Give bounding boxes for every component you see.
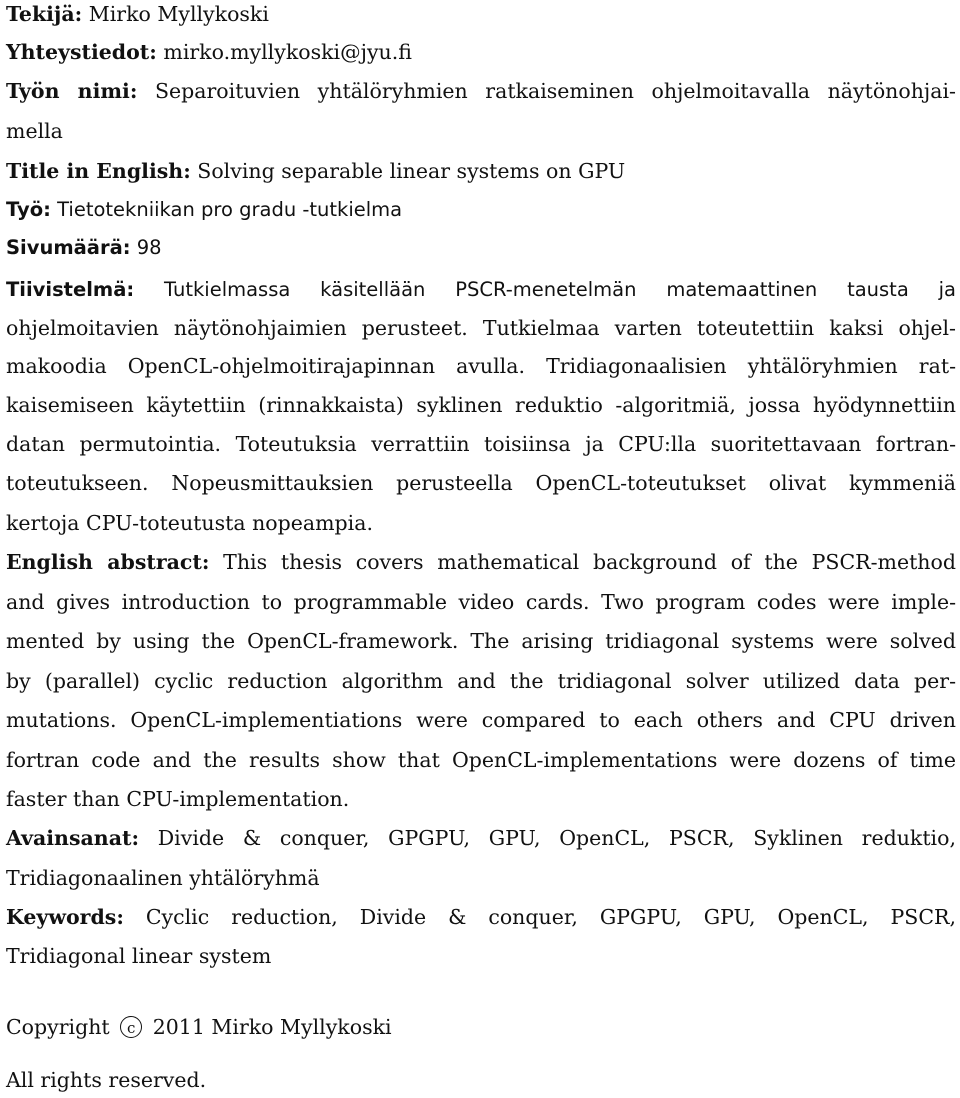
abstract-en-line-1 bbox=[6, 548, 956, 576]
contact-line bbox=[6, 38, 956, 66]
work-label: Työ: bbox=[6, 198, 51, 221]
keywords-fi-line-1 bbox=[6, 824, 956, 852]
abstract-fi-line-7 bbox=[6, 509, 956, 537]
abstract-en-label: English abstract: bbox=[6, 550, 210, 574]
abstract-fi-line-6 bbox=[6, 469, 956, 497]
work-value: Tietotekniikan pro gradu -tutkielma bbox=[57, 198, 403, 221]
keywords-fi-line-2 bbox=[6, 864, 956, 892]
copyright-icon: c bbox=[120, 1016, 142, 1038]
copyright-prefix: Copyright bbox=[6, 1015, 110, 1039]
keywords-fi-text: Tridiagonaalinen yhtälöryhmä bbox=[6, 866, 320, 890]
title-fi-line bbox=[6, 77, 956, 105]
title-en-value: Solving separable linear systems on GPU bbox=[197, 159, 626, 183]
keywords-en-line-2 bbox=[6, 942, 956, 970]
title-en-label: Title in English: bbox=[6, 159, 191, 183]
keywords-en-text: Cyclic reduction, Divide & conquer, GPGPU, GPU, OpenCL, PSCR, bbox=[145, 905, 956, 929]
abstract-fi-text: ohjelmoitavien näytönohjaimien perusteet. bbox=[6, 316, 468, 340]
rights-text: All rights reserved. bbox=[6, 1068, 207, 1092]
title-fi-value-2: mella bbox=[6, 119, 63, 143]
contact-email: mirko.myllykoski@jyu.fi bbox=[163, 40, 412, 64]
abstract-en-text: by (parallel) cyclic reduction algorithm and the tridiagonal solver utilized data per- bbox=[6, 669, 956, 693]
abstract-en-line-4 bbox=[6, 667, 956, 695]
work-line bbox=[6, 196, 956, 224]
abstract-en-line-3 bbox=[6, 627, 956, 655]
abstract-fi-text: Toteutuksia verrattiin toisiinsa ja CPU:lla suoritettavaan fortran- bbox=[235, 432, 956, 456]
abstract-fi-text: Tutkielmassa käsitellään PSCR-menetelmän matemaattinen tausta ja bbox=[164, 278, 956, 301]
abstract-fi-text: kertoja CPU-toteutusta nopeampia. bbox=[6, 511, 373, 535]
title-fi-value-1: Separoituvien yhtälöryhmien ratkaiseminen ohjelmoitavalla näytönohjai- bbox=[154, 79, 956, 103]
abstract-en-line-6 bbox=[6, 746, 956, 774]
rights-line bbox=[6, 1066, 956, 1094]
copyright-text: 2011 Mirko Myllykoski bbox=[152, 1015, 392, 1039]
abstract-fi-line-4 bbox=[6, 391, 956, 419]
abstract-fi-line-2 bbox=[6, 314, 956, 342]
title-fi-line-2 bbox=[6, 117, 956, 145]
pages-value: 98 bbox=[136, 236, 162, 259]
abstract-en-text: faster than CPU-implementation. bbox=[6, 787, 350, 811]
keywords-en-line-1 bbox=[6, 903, 956, 931]
abstract-fi-text: makoodia OpenCL-ohjelmoitirajapinnan avulla. bbox=[6, 354, 525, 378]
abstract-en-line-7 bbox=[6, 785, 956, 813]
abstract-fi-text: Tridiagonaalisien yhtälöryhmien rat- bbox=[546, 354, 956, 378]
keywords-en-text: Tridiagonal linear system bbox=[6, 944, 272, 968]
copyright-line bbox=[6, 1013, 956, 1041]
title-fi-label: Työn nimi: bbox=[6, 79, 138, 103]
abstract-fi-text: kaisemiseen käytettiin (rinnakkaista) syklinen reduktio -algoritmiä, jossa hyödynnettiin bbox=[6, 393, 956, 417]
abstract-en-text: This thesis covers mathematical background of the PSCR-method bbox=[223, 550, 956, 574]
author-label: Tekijä: bbox=[6, 2, 83, 26]
author-line bbox=[6, 0, 956, 28]
abstract-fi-line-5 bbox=[6, 430, 956, 458]
abstract-en-text: fortran code and the results show that OpenCL-implementations were dozens of time bbox=[6, 748, 956, 772]
abstract-fi-line-3 bbox=[6, 352, 956, 380]
abstract-fi-line-1 bbox=[6, 276, 956, 304]
title-en-line bbox=[6, 157, 956, 185]
keywords-fi-label: Avainsanat: bbox=[6, 826, 140, 850]
keywords-en-label: Keywords: bbox=[6, 905, 124, 929]
abstract-en-line-5 bbox=[6, 706, 956, 734]
pages-label: Sivumäärä: bbox=[6, 236, 131, 259]
pages-line bbox=[6, 234, 956, 262]
author-value: Mirko Myllykoski bbox=[88, 2, 269, 26]
abstract-fi-text: datan permutointia. bbox=[6, 432, 222, 456]
keywords-fi-text: Divide & conquer, GPGPU, GPU, OpenCL, PSCR, Syklinen reduktio, bbox=[157, 826, 956, 850]
abstract-fi-label: Tiivistelmä: bbox=[6, 278, 135, 301]
abstract-en-text: and gives introduction to programmable video cards. Two program codes were imple- bbox=[6, 590, 956, 614]
abstract-fi-text: Tutkielmaa varten toteutettiin kaksi ohjel- bbox=[482, 316, 956, 340]
abstract-en-line-2 bbox=[6, 588, 956, 616]
abstract-en-text: mutations. OpenCL-implementiations were compared to each others and CPU driven bbox=[6, 708, 956, 732]
abstract-en-text: mented by using the OpenCL-framework. The arising tridiagonal systems were solved bbox=[6, 629, 956, 653]
abstract-fi-text: toteutukseen. Nopeusmittauksien perusteella OpenCL-toteutukset olivat kymmeniä bbox=[6, 471, 956, 495]
contact-label: Yhteystiedot: bbox=[6, 40, 157, 64]
